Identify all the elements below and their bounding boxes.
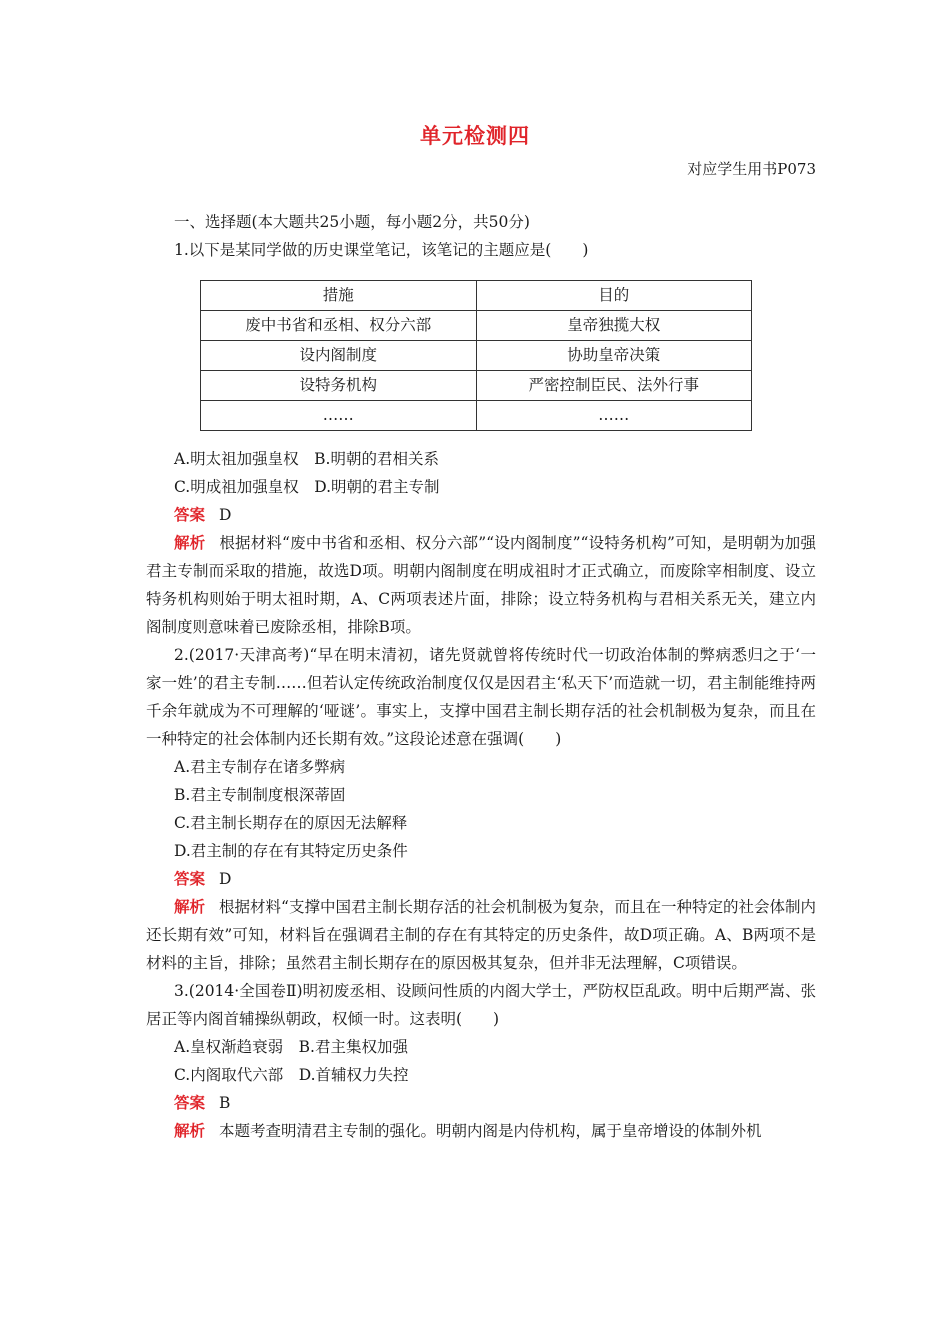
answer-label: 答案 (174, 506, 206, 524)
q1-analysis (146, 529, 816, 641)
table-cell: 废中书省和丞相、权分六部 (201, 311, 477, 341)
answer-value: D (219, 506, 232, 524)
analysis-text: 根据材料“废中书省和丞相、权分六部”“设内阁制度”“设特务机构”可知，是明朝为加强君主专制而采取的措施，故选D项。明朝内阁制度在明成祖时才正式确立，而废除宰相制度、设立特务机构则始于明太祖时期，A、C两项表述片面，排除；设立特务机构与君相关系无关，建立内阁制度则意味着已废除丞相，排除B项。 (146, 534, 816, 636)
table-row (201, 341, 752, 371)
answer-value: D (219, 870, 232, 888)
q2-answer (174, 865, 816, 893)
table-cell: 协助皇帝决策 (476, 341, 752, 371)
table-header-row (201, 281, 752, 311)
table-cell: …… (476, 401, 752, 431)
q3-options-cd: C.内阁取代六部 D.首辅权力失控 (174, 1066, 409, 1084)
table-row (201, 311, 752, 341)
section-heading: 一、选择题(本大题共25小题，每小题2分，共50分) (174, 213, 530, 231)
table-cell: 设特务机构 (201, 371, 477, 401)
q2-analysis (146, 893, 816, 977)
answer-value: B (219, 1094, 231, 1112)
q2-stem: 2.(2017·天津高考)“早在明末清初，诸先贤就曾将传统时代一切政治体制的弊病悉归之于‘一家一姓’的君主专制……但若认定传统政治制度仅仅是因君主‘私天下’而造就一切，君主制能维持两千余年就成为不可理解的‘哑谜’。事实上，支撑中国君主制长期存活的社会机制极为复杂，而且在一种特定的社会体制内还长期有效。”这段论述意在强调( ) (146, 646, 816, 748)
table-header-cell: 措施 (201, 281, 477, 311)
q2-option-a: A.君主专制存在诸多弊病 (174, 758, 346, 776)
answer-label: 答案 (174, 1094, 206, 1112)
q1-answer (174, 501, 816, 529)
q1-options-cd: C.明成祖加强皇权 D.明朝的君主专制 (174, 478, 440, 496)
answer-label: 答案 (174, 870, 206, 888)
analysis-label: 解析 (174, 1122, 206, 1140)
q1-stem: 1.以下是某同学做的历史课堂笔记，该笔记的主题应是( ) (174, 241, 589, 259)
notes-table (200, 280, 752, 431)
analysis-label: 解析 (174, 898, 206, 916)
q3-answer (174, 1089, 816, 1117)
analysis-label: 解析 (174, 534, 206, 552)
table-row (201, 401, 752, 431)
q3-stem: 3.(2014·全国卷Ⅱ)明初废丞相、设顾问性质的内阁大学士，严防权臣乱政。明中后期严嵩、张居正等内阁首辅操纵朝政，权倾一时。这表明( ) (146, 982, 816, 1028)
table-header-cell: 目的 (476, 281, 752, 311)
table-cell: 严密控制臣民、法外行事 (476, 371, 752, 401)
q2-option-b: B.君主专制制度根深蒂固 (174, 786, 346, 804)
table-row (201, 371, 752, 401)
analysis-text: 根据材料“支撑中国君主制长期存活的社会机制极为复杂，而且在一种特定的社会体制内还长期有效”可知，材料旨在强调君主制的存在有其特定的历史条件，故D项正确。A、B两项不是材料的主旨，排除；虽然君主制长期存在的原因极其复杂，但并非无法理解，C项错误。 (146, 898, 816, 972)
analysis-text: 本题考查明清君主专制的强化。明朝内阁是内侍机构，属于皇帝增设的体制外机 (219, 1122, 762, 1140)
q3-options-ab: A.皇权渐趋衰弱 B.君主集权加强 (174, 1038, 408, 1056)
document-content (146, 208, 816, 1145)
table-cell: …… (201, 401, 477, 431)
table-cell: 皇帝独揽大权 (476, 311, 752, 341)
reference-note: 对应学生用书P073 (687, 160, 816, 178)
table-cell: 设内阁制度 (201, 341, 477, 371)
q2-option-d: D.君主制的存在有其特定历史条件 (174, 842, 408, 860)
q1-options-ab: A.明太祖加强皇权 B.明朝的君相关系 (174, 450, 439, 468)
q2-option-c: C.君主制长期存在的原因无法解释 (174, 814, 408, 832)
q3-analysis (146, 1117, 816, 1145)
page-title: 单元检测四 (420, 124, 530, 148)
